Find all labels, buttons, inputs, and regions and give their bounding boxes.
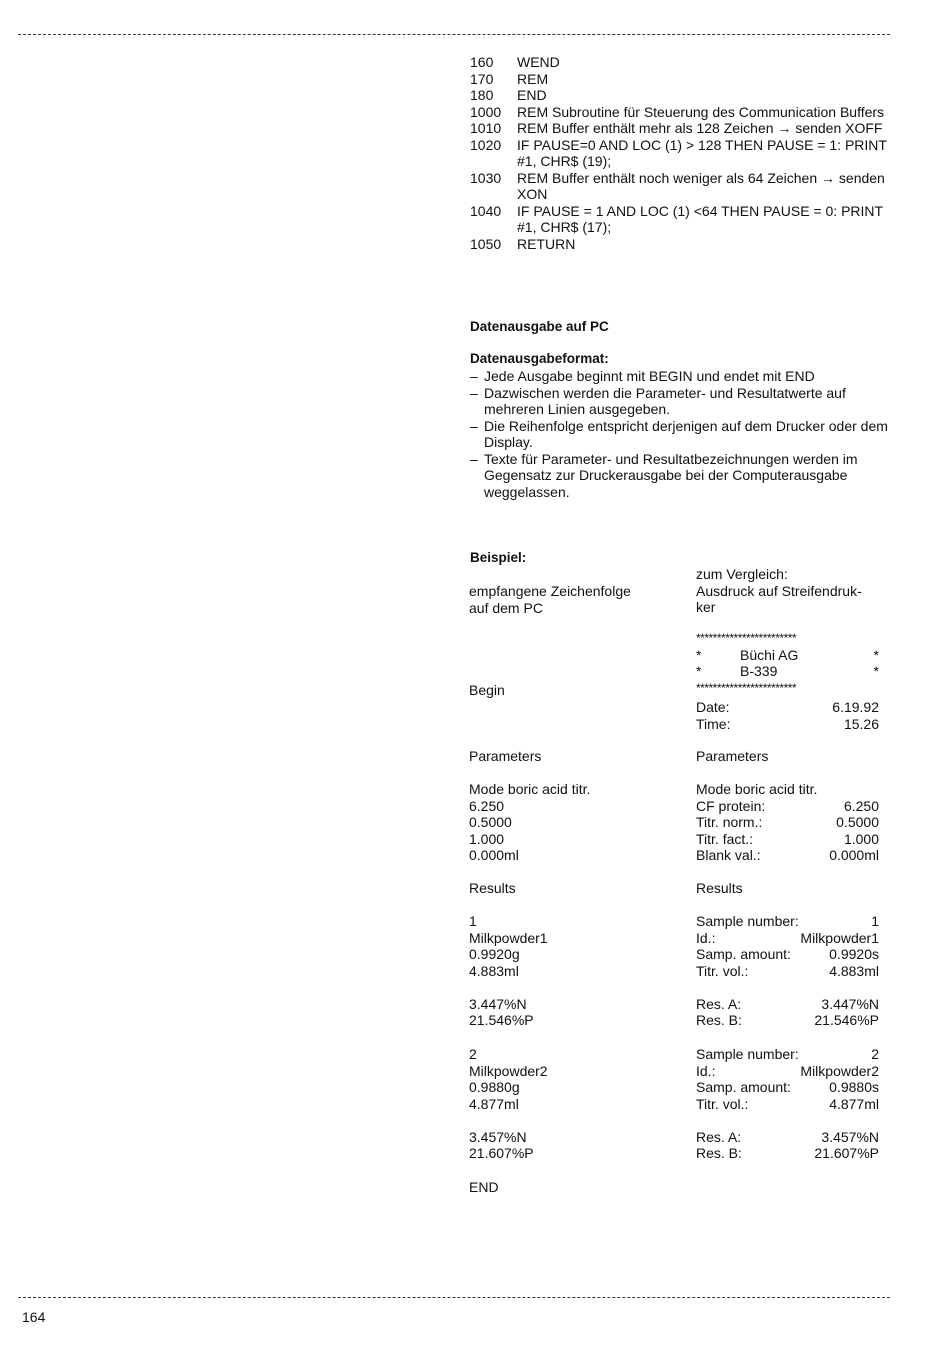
pc-sample-1: 1 Milkpowder1 0.9920g 4.883ml 3.447%N 21.546%P xyxy=(469,913,548,1028)
line-number: 1020 xyxy=(470,136,502,153)
line-text: END xyxy=(517,87,547,103)
line-text: REM Subroutine für Steuerung des Communication Buffers xyxy=(517,103,885,120)
code-line xyxy=(470,87,890,104)
printer-parameters: Parameters xyxy=(696,748,769,764)
list-item: – Die Reihenfolge entspricht derjenigen auf dem Drucker oder dem Display. xyxy=(470,418,895,451)
line-number: 1030 xyxy=(470,169,502,186)
section-heading-example: Beispiel: xyxy=(470,550,527,565)
code-line xyxy=(470,120,890,137)
line-number: 1040 xyxy=(470,202,502,219)
section-heading-format: Datenausgabeformat: xyxy=(470,351,609,366)
line-number: 1050 xyxy=(470,235,502,252)
code-line xyxy=(470,71,890,88)
bullet-text: Die Reihenfolge entspricht derjenigen auf dem Drucker oder dem Display. xyxy=(484,417,888,450)
line-text: IF PAUSE=0 AND LOC (1) > 128 THEN PAUSE = 1: PRINT #1, CHR$ (19); xyxy=(517,136,887,169)
pc-begin: Begin xyxy=(469,682,505,698)
bottom-rule xyxy=(18,1297,890,1298)
line-number: 180 xyxy=(470,87,494,103)
list-item: – Texte für Parameter- und Resultatbezeichnungen werden im Gegensatz zur Druckerausgabe bei der Computerausgabe weggelassen. xyxy=(470,451,895,501)
pc-sample-2: 2 Milkpowder2 0.9880g 4.877ml 3.457%N 21.607%P xyxy=(469,1046,548,1161)
printer-results: Results xyxy=(696,880,743,896)
code-line xyxy=(470,236,890,253)
star-border: ************************ xyxy=(696,680,797,695)
pc-results: Results xyxy=(469,880,516,896)
section-heading-output: Datenausgabe auf PC xyxy=(470,319,609,334)
code-line xyxy=(470,137,890,170)
list-item: – Jede Ausgabe beginnt mit BEGIN und endet mit END xyxy=(470,368,895,385)
line-text: REM xyxy=(517,70,549,87)
printer-header-box: ************************ * Büchi AG * * B-339 * ************************ xyxy=(696,630,879,696)
line-number: 160 xyxy=(470,54,494,70)
pc-params-block: Mode boric acid titr. 6.250 0.5000 1.000 0.000ml xyxy=(469,781,591,863)
code-listing xyxy=(470,54,890,252)
line-number: 1010 xyxy=(470,120,502,136)
printer-params-block: Mode boric acid titr. CF protein: 6.250 Titr. norm.: 0.5000 Titr. fact.: 1.000 Blank val.: 0.000ml xyxy=(696,781,879,863)
line-text: IF PAUSE = 1 AND LOC (1) <64 THEN PAUSE = 0: PRINT #1, CHR$ (17); xyxy=(517,202,883,235)
line-text: REM Buffer enthält mehr als 128 Zeichen → senden XOFF xyxy=(517,120,883,136)
code-line xyxy=(470,104,890,121)
format-bullet-list xyxy=(470,368,895,500)
top-rule xyxy=(18,34,890,35)
bullet-text: Dazwischen werden die Parameter- und Resultatwerte auf mehreren Linien ausgegeben. xyxy=(484,384,846,417)
company-name: Büchi AG xyxy=(740,646,799,663)
printer-datetime: Date: 6.19.92 Time: 15.26 xyxy=(696,699,879,732)
pc-parameters: Parameters xyxy=(469,748,542,764)
pc-end: END xyxy=(469,1179,499,1195)
code-line xyxy=(470,54,890,71)
line-number: 170 xyxy=(470,70,494,87)
list-item: – Dazwischen werden die Parameter- und Resultatwerte auf mehreren Linien ausgegeben. xyxy=(470,385,895,418)
page-number: 164 xyxy=(22,1309,46,1325)
line-text: WEND xyxy=(517,54,560,70)
code-line xyxy=(470,170,890,203)
line-text: REM Buffer enthält noch weniger als 64 Zeichen → senden XON xyxy=(517,169,885,202)
line-number: 1000 xyxy=(470,103,502,120)
printer-sample-1: Sample number: 1 Id.: Milkpowder1 Samp. amount: 0.9920s Titr. vol.: 4.883ml Res. A: 3.447%N Res. B: 21.546%P xyxy=(696,913,879,1028)
printer-sample-2: Sample number: 2 Id.: Milkpowder2 Samp. amount: 0.9880s Titr. vol.: 4.877ml Res. A: 3.457%N Res. B: 21.607%P xyxy=(696,1046,879,1161)
bullet-text: Texte für Parameter- und Resultatbezeichnungen werden im Gegensatz zur Druckerausgabe bei der Computerausgabe weggelassen. xyxy=(484,450,858,500)
printer-caption: zum Vergleich: Ausdruck auf Streifendruk- ker xyxy=(696,566,862,615)
bullet-text: Jede Ausgabe beginnt mit BEGIN und endet mit END xyxy=(484,368,815,384)
device-model: B-339 xyxy=(740,663,778,679)
code-line xyxy=(470,203,890,236)
line-text: RETURN xyxy=(517,235,576,252)
pc-caption: empfangene Zeichenfolge auf dem PC xyxy=(469,583,631,616)
star-border: ************************ xyxy=(696,631,797,645)
